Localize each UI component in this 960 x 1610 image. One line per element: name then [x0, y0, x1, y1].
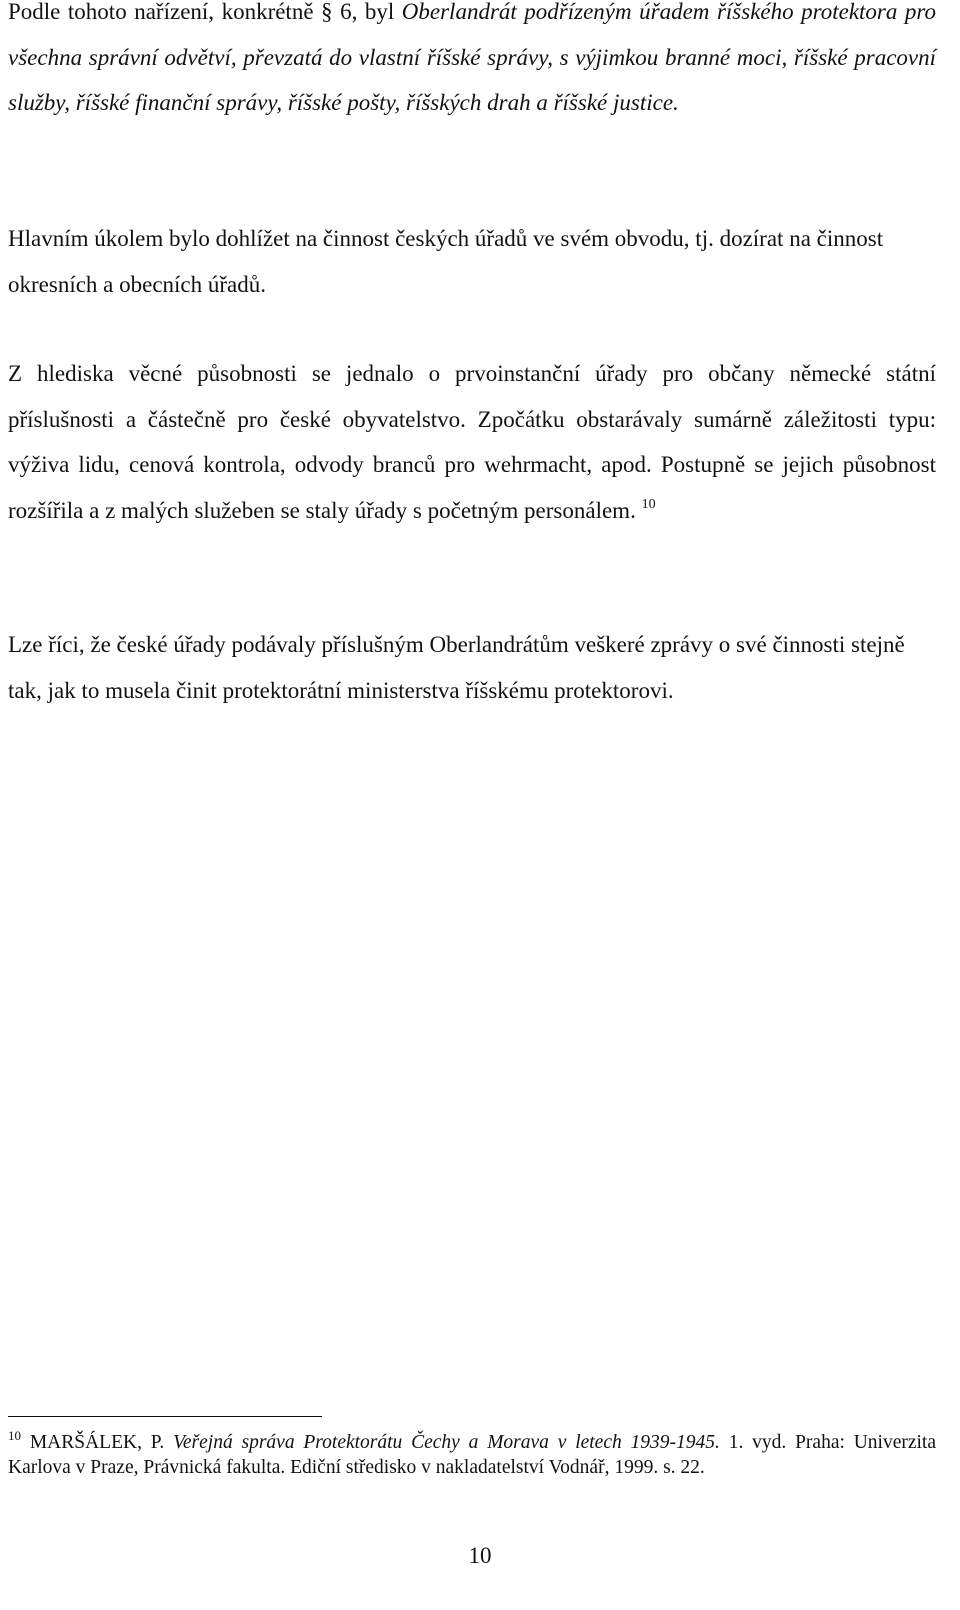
page-number: 10	[468, 1543, 492, 1568]
paragraph-competence	[8, 351, 936, 533]
paragraph-reports	[8, 622, 936, 713]
paragraph-text: Lze říci, že české úřady podávaly příslušným Oberlandrátům veškeré zprávy o své činnosti stejně tak, jak to musela činit protektorátní ministerstva říšskému protektorovi.	[8, 632, 905, 703]
footnote	[8, 1430, 936, 1480]
paragraph-text-italic: Oberlandrát podřízeným úřadem říšského protektora pro všechna správní odvětví, převzatá do vlastní říšské správy, s výjimkou branné moci, říšské pracovní služby, říšské finanční správy, říšské pošty, říšských drah a říšské justice.	[8, 0, 937, 115]
footnote-details: 1. vyd. Praha: Univerzita Karlova v Praze, Právnická fakulta. Ediční středisko v nakladatelství Vodnář, 1999. s. 22.	[8, 1432, 936, 1478]
paragraph-text: Hlavním úkolem bylo dohlížet na činnost českých úřadů ve svém obvodu, tj. dozírat na činnost okresních a obecních úřadů.	[8, 226, 884, 297]
paragraph-main-task	[8, 216, 936, 307]
footnote-author: MARŠÁLEK, P.	[29, 1432, 174, 1453]
paragraph-text-regular: Podle tohoto nařízení, konkrétně § 6, byl	[8, 0, 402, 24]
footnote-separator	[8, 1416, 322, 1417]
footnote-title: Veřejná správa Protektorátu Čechy a Morava v letech 1939-1945.	[173, 1432, 720, 1453]
footnote-reference: 10	[641, 496, 656, 512]
paragraph-oberlandrat-subordination	[8, 0, 936, 126]
footnote-number: 10	[8, 1428, 21, 1443]
paragraph-text: Z hlediska věcné působnosti se jednalo o prvoinstanční úřady pro občany německé státní příslušnosti a částečně pro české obyvatelstvo. Zpočátku obstarávaly sumárně záležitosti typu: výživa lidu, cenová kontrola, odvody branců pro wehrmacht, apod. Postupně se jejich působnost rozšířila a z malých služeben se staly úřady s početným personálem.	[8, 361, 936, 523]
